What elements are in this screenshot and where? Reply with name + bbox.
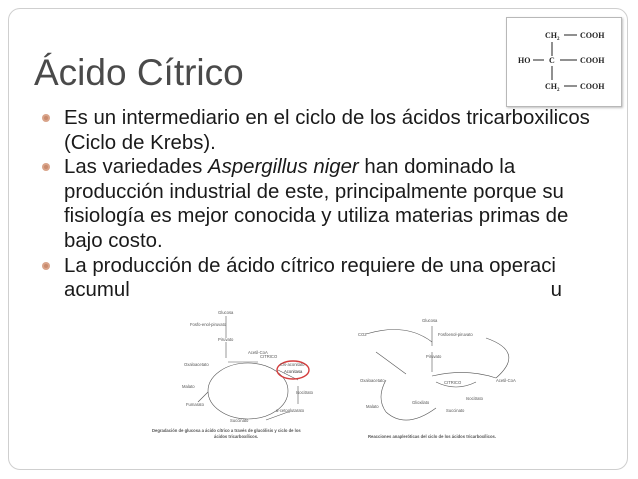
svg-text:Glucosa: Glucosa (218, 310, 234, 315)
svg-text:Degradación de glucosa a ácido: Degradación de glucosa a ácido cítrico a través de glucólisis y ciclo de los (152, 428, 301, 433)
svg-text:Malato: Malato (182, 384, 195, 389)
svg-text:Acetil-CoA: Acetil-CoA (248, 350, 268, 355)
svg-text:HO: HO (518, 56, 531, 65)
svg-text:Malato: Malato (366, 404, 379, 409)
svg-text:COOH: COOH (580, 82, 605, 91)
svg-text:CH2: $CH_2$ (545, 31, 560, 42)
svg-text:Succinato: Succinato (446, 408, 465, 413)
slide-title: Ácido Cítrico (34, 52, 244, 93)
svg-text:Cis-aconitato: Cis-aconitato (280, 362, 305, 367)
krebs-cycle-diagram (148, 306, 344, 444)
bullet-text: Las variedades (64, 156, 208, 179)
bullet-marker (42, 163, 50, 171)
svg-text:Glucosa: Glucosa (422, 318, 438, 323)
bullet-item-2 (42, 155, 602, 253)
bullet-text: La producción de ácido cítrico requiere de una operaci (64, 254, 556, 277)
bullet-list (42, 106, 602, 303)
svg-text:Fumarato: Fumarato (186, 402, 204, 407)
svg-text:Succinato: Succinato (230, 418, 249, 423)
svg-text:Reacciones anapleróticas del c: Reacciones anapleróticas del ciclo de los ácidos tricarboxílicos. (368, 434, 497, 439)
svg-text:α-cetoglutarato: α-cetoglutarato (276, 408, 305, 413)
svg-text:Glioxilato: Glioxilato (412, 400, 430, 405)
citric-acid-formula-image (506, 17, 622, 107)
bullet-marker (42, 262, 50, 270)
svg-text:Piruvato: Piruvato (426, 354, 442, 359)
svg-text:COOH: COOH (580, 31, 605, 40)
svg-text:Oxaloacetato: Oxaloacetato (360, 378, 385, 383)
svg-text:CITRICO: CITRICO (260, 354, 278, 359)
svg-text:Aconitasa: Aconitasa (284, 369, 303, 374)
svg-text:CITRICO: CITRICO (444, 380, 462, 385)
svg-text:Isocitrato: Isocitrato (466, 396, 483, 401)
bullet-text: Es un intermediario en el ciclo de los ácidos tricarboxilicos (Ciclo de Krebs). (64, 107, 590, 154)
bullet-text: han dominado la producción industrial de este, principalmente porque su fisiología es mejor conocida y utiliza materias primas de bajo costo. (64, 156, 569, 252)
svg-text:COOH: COOH (580, 56, 605, 65)
bullet-marker (42, 114, 50, 122)
svg-text:Piruvato: Piruvato (218, 337, 234, 342)
bullet-text-tail: u (550, 278, 562, 301)
svg-text:Oxaloacetato: Oxaloacetato (184, 362, 209, 367)
anaplerotic-reactions-diagram (346, 312, 544, 452)
svg-text:CO2: CO2 (358, 332, 367, 337)
svg-text:ácidos tricarboxílicos.: ácidos tricarboxílicos. (214, 434, 259, 439)
svg-text:Fosfoenol-piruvato: Fosfoenol-piruvato (438, 332, 473, 337)
bullet-text-line3: acumul (64, 279, 130, 302)
svg-text:C: C (549, 56, 555, 65)
svg-text:Acetil-CoA: Acetil-CoA (496, 378, 516, 383)
bullet-item-3 (42, 254, 602, 303)
svg-text:Isocitrato: Isocitrato (296, 390, 313, 395)
svg-text:Fosfo-enol-piruvato: Fosfo-enol-piruvato (190, 322, 227, 327)
bullet-item-1 (42, 106, 602, 155)
species-name: Aspergillus niger (207, 156, 359, 179)
svg-text:CH2: $CH_2$ (545, 82, 560, 93)
structural-formula-drawing (507, 18, 621, 106)
